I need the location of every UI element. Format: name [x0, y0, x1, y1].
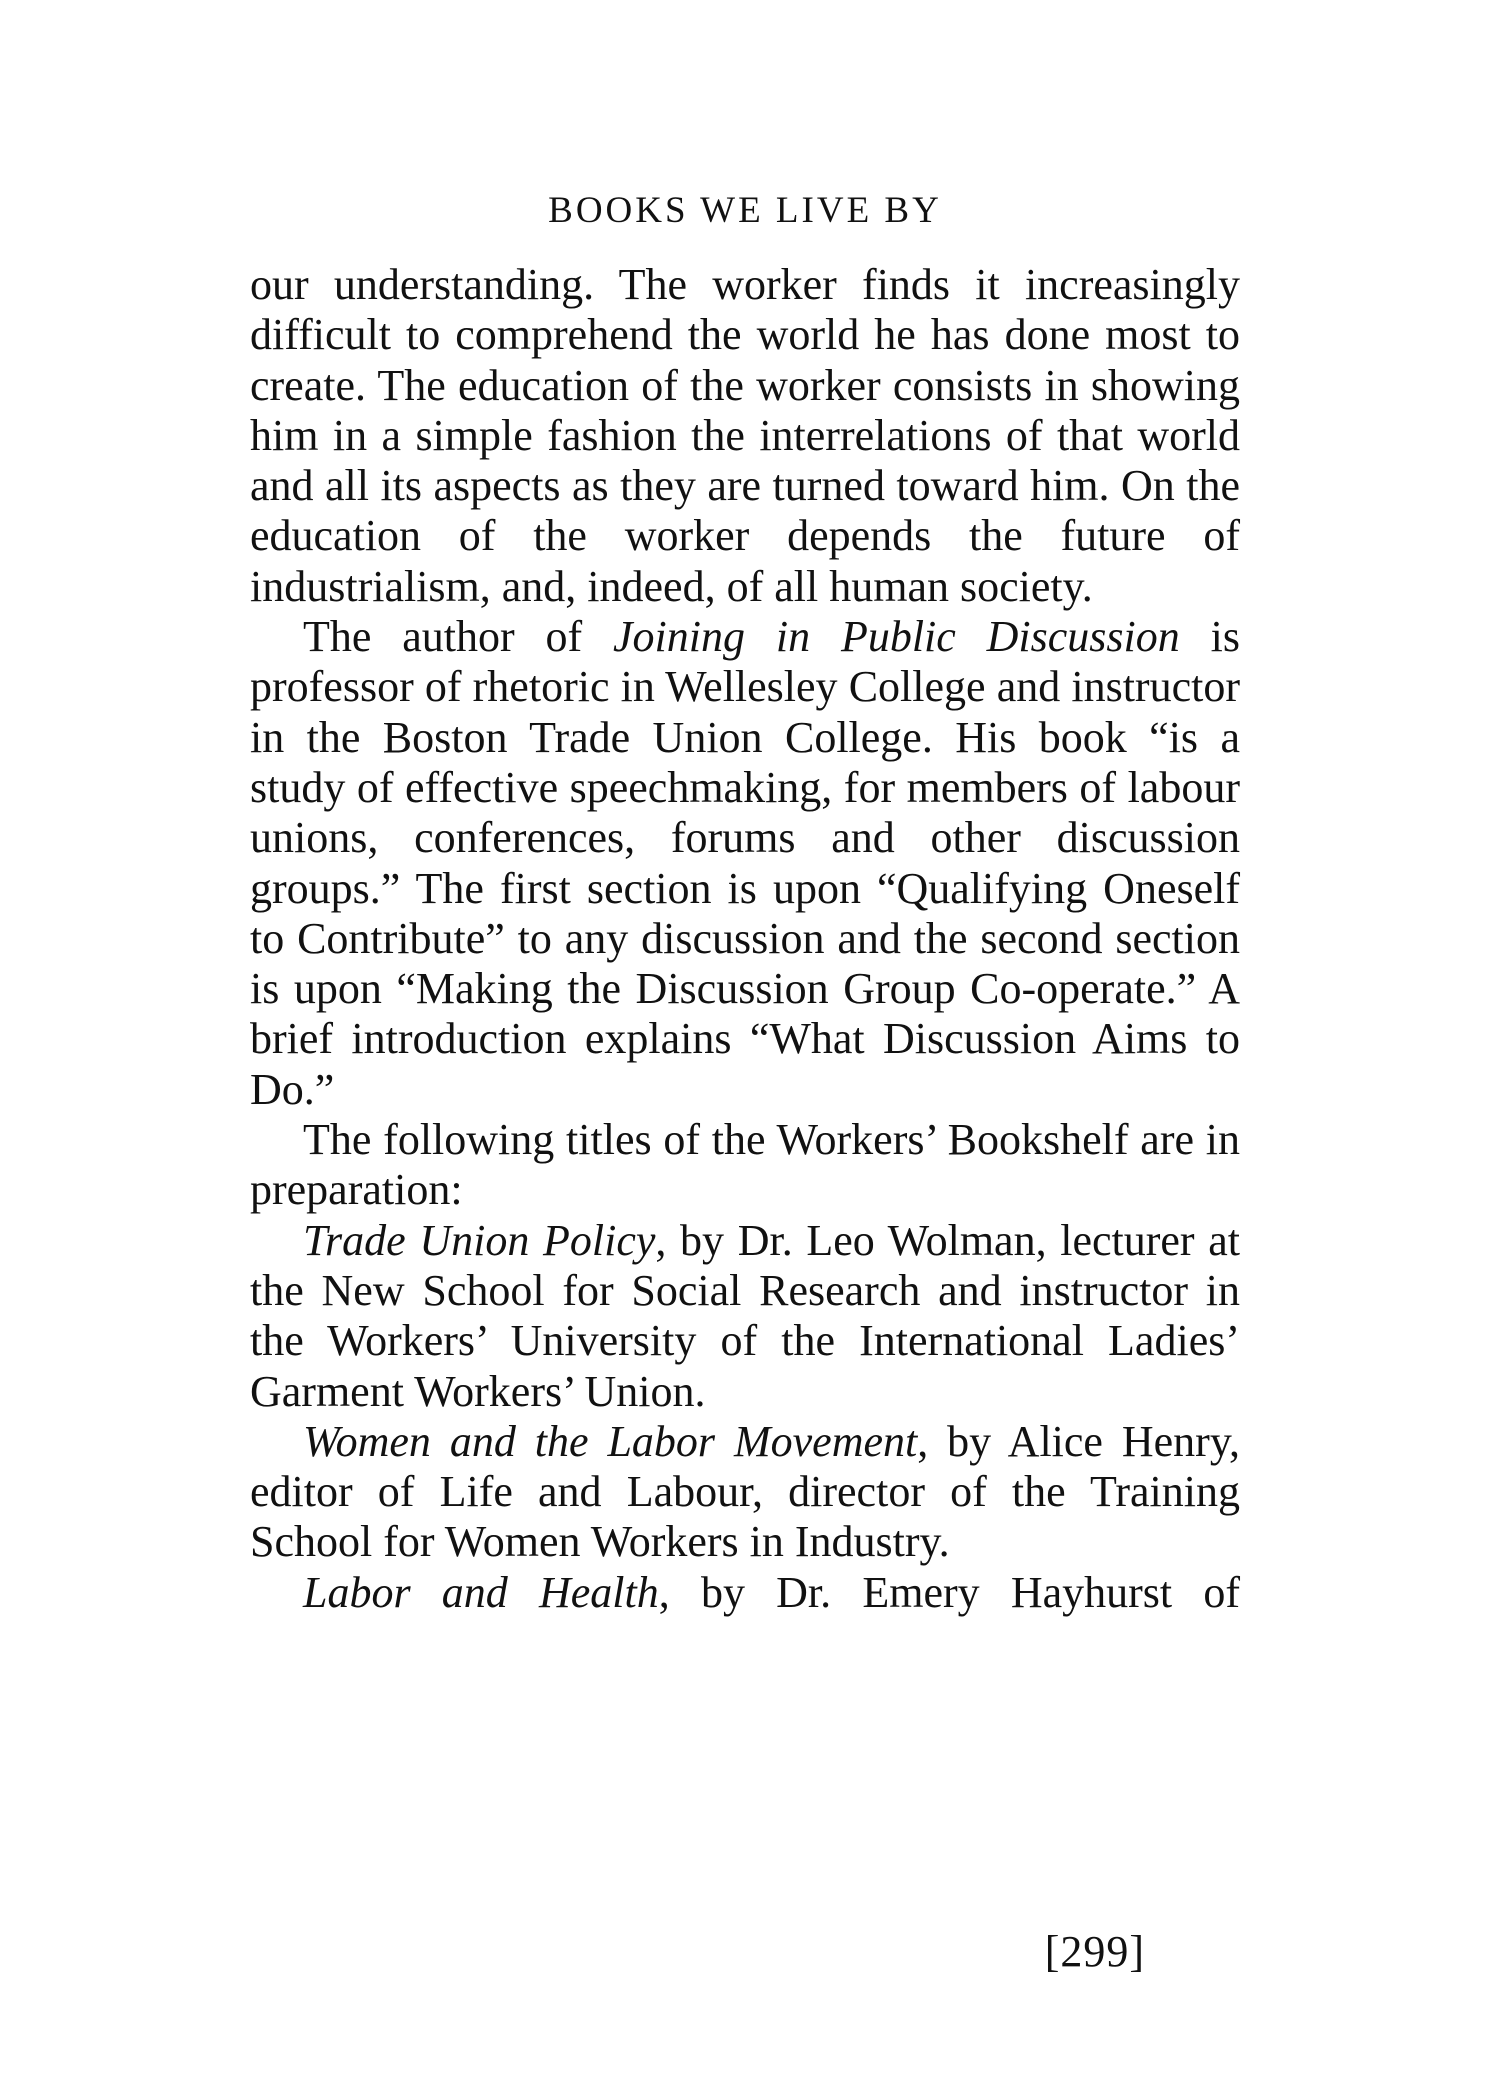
paragraph-text: The author of — [303, 612, 614, 662]
running-head: BOOKS WE LIVE BY — [548, 190, 942, 231]
paragraph-titles-in-preparation: The following titles of the Workers’ Bookshelf are in preparation: — [250, 1115, 1240, 1215]
paragraph-trade-union-policy — [250, 1216, 1240, 1417]
book-title: Joining in Public Discussion — [613, 612, 1180, 662]
paragraph-text: , by Alice Henry, editor of Life and Labour, director of the Training School for Women Workers in Industry. — [250, 1416, 1240, 1567]
paragraph-continuation: our understanding. The worker finds it increasingly difficult to comprehend the world he has done most to create. The education of the worker consists in showing him in a simple fashion the interrelations of that world and all its aspects as they are turned toward him. On the education of the worker depends the future of industrialism, and, indeed, of all human society. — [250, 260, 1240, 611]
paragraph-labor-and-health — [250, 1568, 1240, 1618]
book-title: Women and the Labor Movement — [303, 1416, 918, 1466]
book-page — [250, 0, 1240, 2086]
paragraph-women-and-the-labor-movement — [250, 1417, 1240, 1568]
paragraph-text: , by Dr. Emery Hayhurst of — [658, 1567, 1240, 1617]
book-title: Trade Union Policy — [303, 1215, 656, 1265]
book-title: Labor and Health — [303, 1567, 659, 1617]
paragraph-text: is professor of rhetoric in Wellesley College and instructor in the Boston Trade Union College. His book “is a study of effective speechmaking, for members of labour unions, conferences, forums and other discussion groups.” The first section is upon “Qualifying Oneself to Contribute” to any discussion and the second section is upon “Making the Discussion Group Co-operate.” A brief introduction explains “What Discussion Aims to Do.” — [250, 612, 1240, 1114]
page-number: [299] — [1044, 1927, 1145, 1976]
paragraph-text: , by Dr. Leo Wolman, lecturer at the New School for Social Research and instructor in the Workers’ University of the International Ladies’ Garment Workers’ Union. — [250, 1215, 1240, 1416]
paragraph-joining-in-public-discussion — [250, 612, 1240, 1115]
body-text — [250, 260, 1240, 1618]
